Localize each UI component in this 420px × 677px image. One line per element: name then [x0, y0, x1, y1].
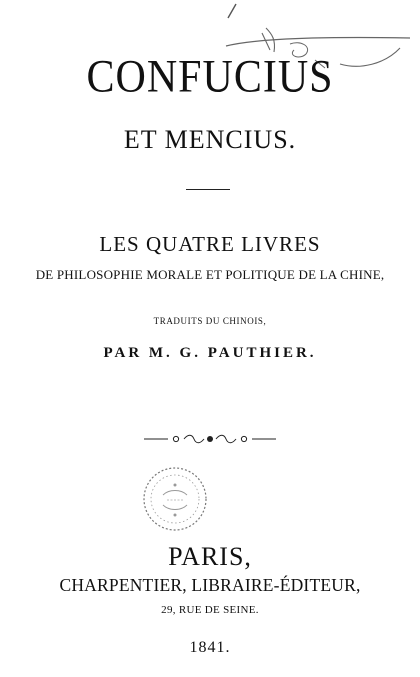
main-title: CONFUCIUS [86, 51, 334, 103]
fleuron-ornament-icon [140, 431, 280, 447]
publisher-name: CHARPENTIER, LIBRAIRE-ÉDITEUR, [59, 575, 361, 595]
book-subtitle: DE PHILOSOPHIE MORALE ET POLITIQUE DE LA CHINE, [35, 267, 385, 282]
library-stamp-icon [141, 465, 209, 533]
publication-year: 1841. [189, 639, 231, 656]
book-title: LES QUATRE LIVRES [99, 232, 321, 256]
translator-line: PAR M. G. PAUTHIER. [103, 345, 317, 361]
imprint-city: PARIS, [168, 542, 252, 571]
publisher-address: 29, RUE DE SEINE. [161, 604, 259, 616]
translation-note: TRADUITS DU CHINOIS, [153, 316, 267, 326]
divider-rule [186, 189, 230, 190]
main-subtitle: ET MENCIUS. [123, 125, 297, 154]
